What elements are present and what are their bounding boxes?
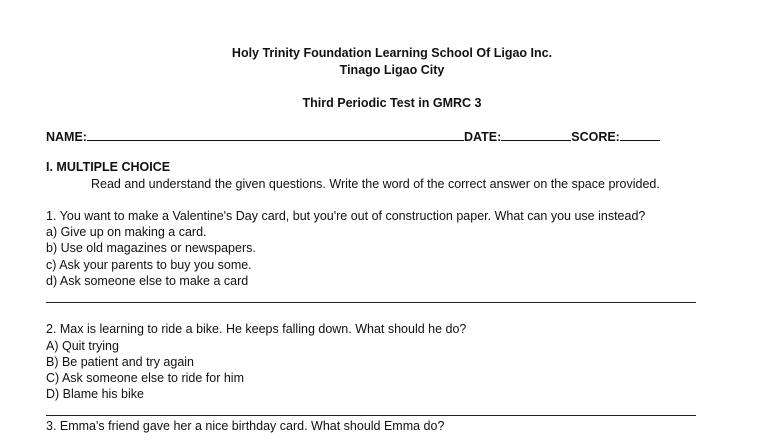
question-3-text: 3. Emma's friend gave her a nice birthday card. What should Emma do? [46,419,445,433]
name-blank [87,129,464,141]
school-name: Holy Trinity Foundation Learning School Of Ligao Inc. [231,46,553,60]
score-label: SCORE: [571,130,620,144]
score-blank [620,129,660,141]
question-2-choice-d: D) Blame his bike [46,387,144,401]
question-1-choice-a: a) Give up on making a card. [46,225,207,239]
question-1-choice-b: b) Use old magazines or newspapers. [46,241,256,255]
question-1-choice-d: d) Ask someone else to make a card [46,274,249,288]
section-instructions: Read and understand the given questions. Write the word of the correct answer on the space provided. [91,177,660,191]
school-location: Tinago Ligao City [339,63,445,77]
question-1-choice-c: c) Ask your parents to buy you some. [46,258,252,272]
question-2-text: 2. Max is learning to ride a bike. He keeps falling down. What should he do? [46,322,467,336]
date-label: DATE: [463,130,502,144]
name-label: NAME: [46,130,87,144]
question-2-choice-c: C) Ask someone else to ride for him [46,371,244,385]
answer-line [46,415,696,416]
date-blank [501,129,571,141]
student-info-row [46,129,660,144]
question-2-choice-a: A) Quit trying [46,339,119,353]
test-title: Third Periodic Test in GMRC 3 [302,96,482,110]
question-1-text: 1. You want to make a Valentine's Day card, but you're out of construction paper. What can you use instead? [46,209,646,223]
section-title: I. MULTIPLE CHOICE [46,160,171,174]
answer-line [46,302,696,303]
question-2-choice-b: B) Be patient and try again [46,355,195,369]
